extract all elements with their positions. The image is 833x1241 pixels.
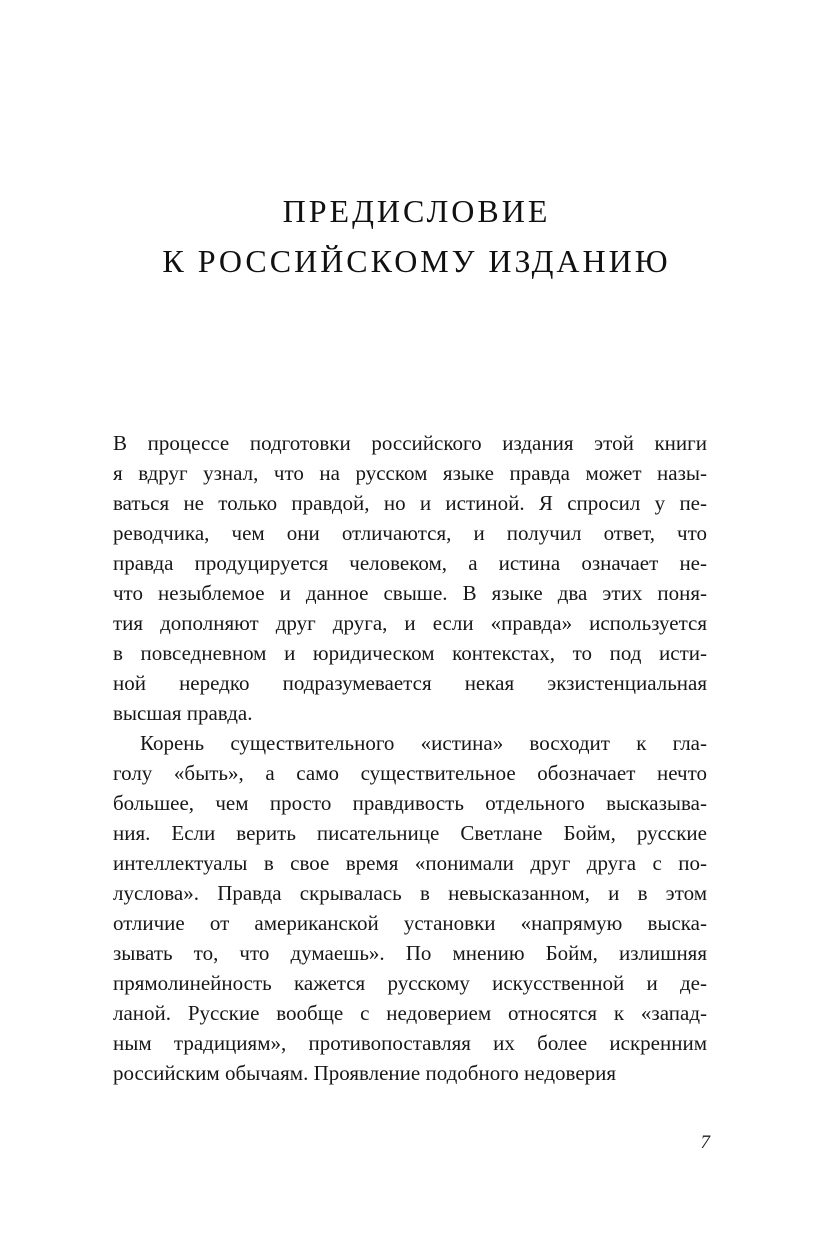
- chapter-title: [0, 186, 833, 286]
- text-line: большее, чем просто правдивость отдельного высказыва-: [113, 791, 707, 815]
- text-line: ния. Если верить писательнице Светлане Бойм, русские: [113, 821, 707, 845]
- chapter-title-line-2: К РОССИЙСКОМУ ИЗДАНИЮ: [162, 243, 671, 279]
- text-line: правда продуцируется человеком, а истина означает не-: [113, 551, 707, 575]
- text-line: В процессе подготовки российского издания этой книги: [113, 431, 707, 455]
- text-line: что незыблемое и данное свыше. В языке два этих поня-: [113, 581, 707, 605]
- text-line: высшая правда.: [113, 701, 253, 725]
- text-line: Корень существительного «истина» восходит к гла-: [140, 731, 707, 755]
- text-line: зывать то, что думаешь». По мнению Бойм, излишняя: [113, 941, 707, 965]
- text-line: голу «быть», а само существительное обозначает нечто: [113, 761, 707, 785]
- text-line: прямолинейность кажется русскому искусственной и де-: [113, 971, 707, 995]
- text-line: реводчика, чем они отличаются, и получил ответ, что: [113, 521, 707, 545]
- chapter-title-line-1: ПРЕДИСЛОВИЕ: [282, 193, 551, 229]
- page-number: 7: [700, 1132, 710, 1153]
- text-line: ваться не только правдой, но и истиной. Я спросил у пе-: [113, 491, 707, 515]
- text-line: я вдруг узнал, что на русском языке правда может назы-: [113, 461, 707, 485]
- text-line: ной нередко подразумевается некая экзистенциальная: [113, 671, 707, 695]
- text-line: российским обычаям. Проявление подобного недоверия: [113, 1061, 617, 1085]
- body-text: [113, 428, 707, 1088]
- text-line: ланой. Русские вообще с недоверием относятся к «запад-: [113, 1001, 707, 1025]
- text-line: тия дополняют друг друга, и если «правда» используется: [113, 611, 707, 635]
- text-line: отличие от американской установки «напрямую выска-: [113, 911, 707, 935]
- text-line: луслова». Правда скрывалась в невысказанном, и в этом: [113, 881, 707, 905]
- text-line: в повседневном и юридическом контекстах, то под исти-: [113, 641, 707, 665]
- text-line: ным традициям», противопоставляя их более искренним: [113, 1031, 707, 1055]
- text-line: интеллектуалы в свое время «понимали друг друга с по-: [113, 851, 707, 875]
